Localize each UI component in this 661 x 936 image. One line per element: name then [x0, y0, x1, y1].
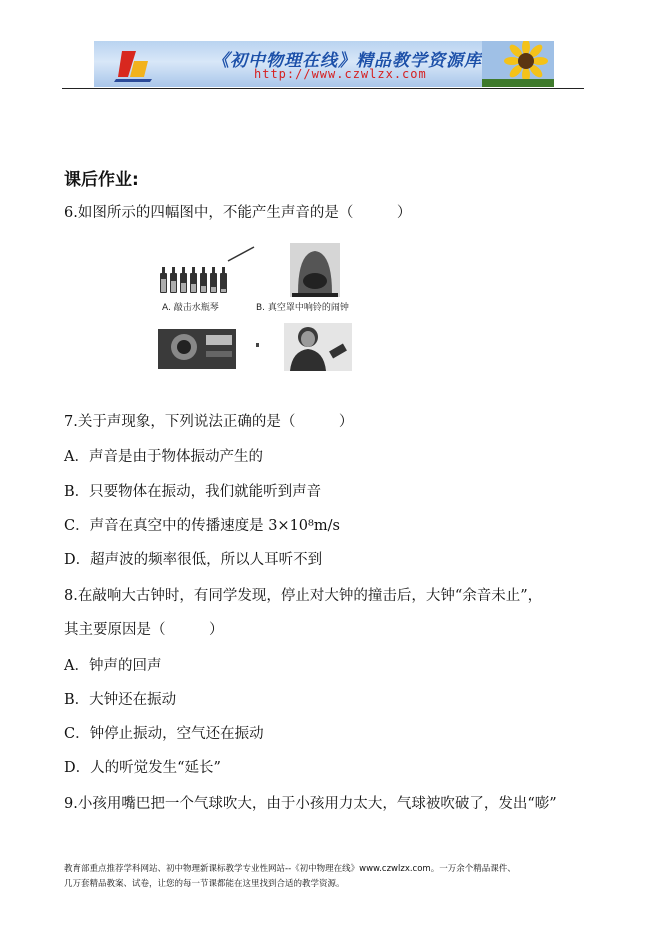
header-banner — [94, 41, 554, 87]
site-logo-icon — [114, 47, 154, 83]
banner-url[interactable]: http://www.czwlzx.com — [254, 67, 427, 81]
q8-stem-line2: 其主要原因是（ ） — [64, 622, 224, 638]
section-title: 课后作业: — [64, 170, 139, 190]
sunflower-icon — [482, 41, 554, 87]
header-divider — [62, 88, 584, 89]
q8-option-a: A．钟声的回声 — [64, 658, 162, 674]
q9-stem: 9.小孩用嘴巴把一个气球吹大，由于小孩用力太大，气球被吹破了，发出“嘭” — [64, 796, 557, 812]
q8-option-b: B．大钟还在振动 — [64, 692, 177, 708]
q7-option-b: B．只要物体在振动，我们就能听到声音 — [64, 484, 322, 500]
footer-line-1: 教育部重点推荐学科网站、初中物理新课标教学专业性网站--《初中物理在线》www.czwlzx.com。一万余个精品课件、 — [64, 864, 516, 874]
fig-label-b: B. 真空罩中响铃的闹钟 — [256, 303, 349, 313]
q8-stem-line1: 8.在敲响大古钟时，有同学发现，停止对大钟的撞击后，大钟“余音未止”， — [64, 588, 543, 604]
q6-stem: 6.如图所示的四幅图中，不能产生声音的是（ ） — [64, 205, 412, 221]
page-footer — [64, 862, 604, 892]
q7-stem: 7.关于声现象，下列说法正确的是（ ） — [64, 414, 354, 430]
q7-option-a: A．声音是由于物体振动产生的 — [64, 449, 263, 465]
q8-option-d: D．人的听觉发生“延长” — [64, 760, 221, 776]
footer-line-2: 几万套精品教案、试卷，让您的每一节课都能在这里找到合适的教学资源。 — [64, 879, 345, 889]
banner-title: 《初中物理在线》精品教学资源库 — [212, 51, 482, 71]
fig-label-a: A. 敲击水瓶琴 — [162, 303, 219, 313]
q7-option-c: C．声音在真空中的传播速度是 3×10⁸m/s — [64, 518, 340, 534]
q8-option-c: C．钟停止振动，空气还在振动 — [64, 726, 264, 742]
q6-figure — [158, 243, 368, 371]
q7-option-d: D．超声波的频率很低，所以人耳听不到 — [64, 552, 323, 568]
